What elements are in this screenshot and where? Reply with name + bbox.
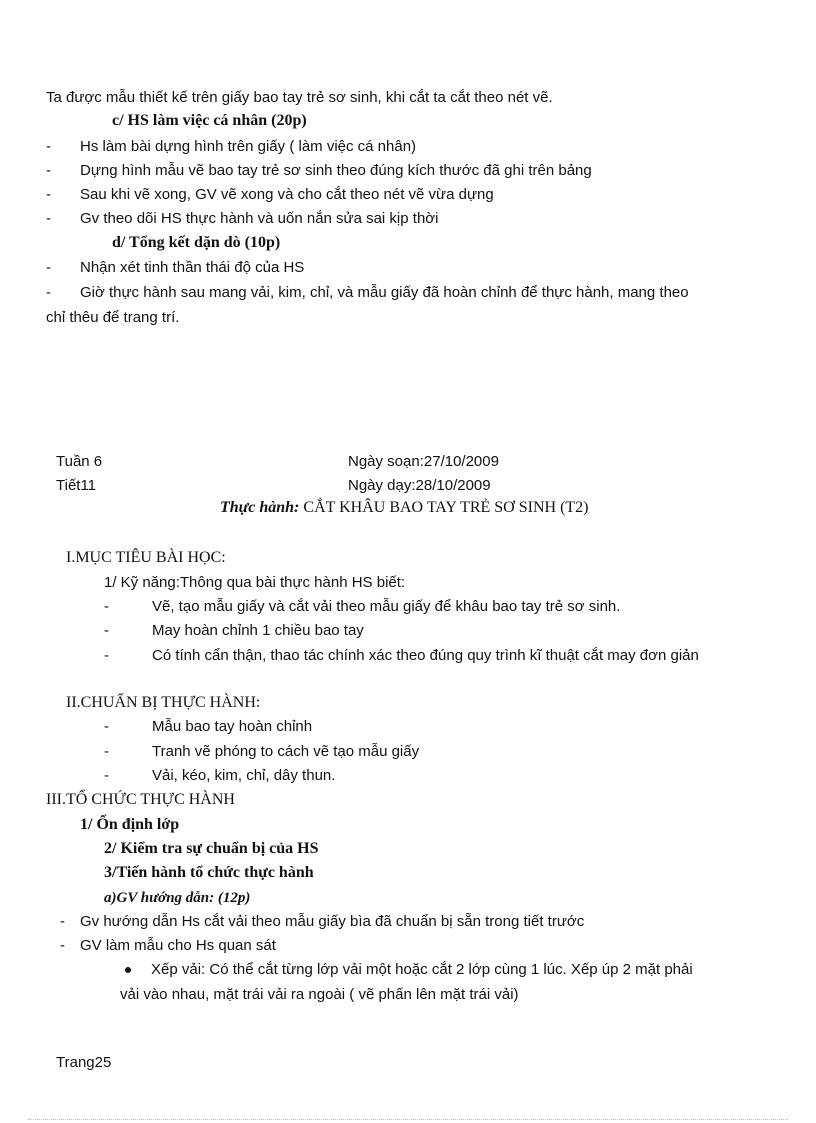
list-item: Mẫu bao tay hoàn chỉnh [152, 718, 313, 735]
sub-heading-a: a)GV hướng dẫn: (12p) [104, 890, 251, 906]
list-item: Vải, kéo, kim, chỉ, dây thun. [152, 767, 336, 784]
part2-heading: II.CHUẨN BỊ THỰC HÀNH: [66, 694, 261, 711]
dash-marker: - [104, 743, 109, 760]
list-item: Dựng hình mẫu vẽ bao tay trẻ sơ sinh theo đúng kích thước đã ghi trên bảng [80, 162, 592, 179]
intro-text: Ta được mẫu thiết kế trên giấy bao tay trẻ sơ sinh, khi cắt ta cắt theo nét vẽ. [46, 89, 553, 106]
teach-date: Ngày dạy:28/10/2009 [348, 477, 491, 494]
dash-marker: - [104, 718, 109, 735]
page-number: Trang25 [56, 1054, 112, 1071]
dash-marker: - [46, 162, 51, 179]
step-3: 3/Tiến hành tổ chức thực hành [104, 864, 314, 881]
dash-marker: - [46, 186, 51, 203]
dash-marker: - [60, 913, 65, 930]
part1-heading: I.MỤC TIÊU BÀI HỌC: [66, 549, 226, 566]
dash-marker: - [46, 210, 51, 227]
week-label: Tuần 6 [56, 453, 103, 470]
list-item: Giờ thực hành sau mang vải, kim, chỉ, và mẫu giấy đã hoàn chỉnh để thực hành, mang theo [80, 284, 689, 301]
footer-divider [28, 1119, 788, 1120]
list-item: Hs làm bài dựng hình trên giấy ( làm việc cá nhân) [80, 138, 417, 155]
title-main: CẮT KHÂU BAO TAY TRẺ SƠ SINH (T2) [299, 499, 589, 516]
list-item: Nhận xét tinh thần thái độ của HS [80, 259, 305, 276]
step-2: 2/ Kiểm tra sự chuẩn bị của HS [104, 840, 319, 857]
dash-marker: - [46, 259, 51, 276]
part3-heading: III.TỔ CHỨC THỰC HÀNH [46, 791, 235, 808]
dash-marker: - [46, 284, 51, 301]
dash-marker: - [46, 138, 51, 155]
section-c-heading: c/ HS làm việc cá nhân (20p) [112, 112, 307, 129]
dash-marker: - [104, 598, 109, 615]
section-d-heading: d/ Tổng kết dặn dò (10p) [112, 234, 281, 251]
list-item-continuation: vải vào nhau, mặt trái vải ra ngoài ( vẽ phấn lên mặt trái vải) [120, 986, 519, 1003]
dash-marker: - [60, 937, 65, 954]
page-title [220, 499, 589, 517]
dash-marker: - [104, 647, 109, 664]
list-item: May hoàn chỉnh 1 chiều bao tay [152, 622, 364, 639]
title-prefix: Thực hành: [220, 499, 300, 516]
list-item: Sau khi vẽ xong, GV vẽ xong và cho cắt theo nét vẽ vừa dựng [80, 186, 494, 203]
list-item: GV làm mẫu cho Hs quan sát [80, 937, 276, 954]
list-item: Vẽ, tạo mẫu giấy và cắt vải theo mẫu giấy để khâu bao tay trẻ sơ sinh. [152, 598, 621, 615]
list-item: Gv hướng dẫn Hs cắt vải theo mẫu giấy bìa đã chuẩn bị sẵn trong tiết trước [80, 913, 585, 930]
part1-sub: 1/ Kỹ năng:Thông qua bài thực hành HS biết: [104, 574, 406, 591]
lesson-label: Tiết11 [56, 477, 97, 494]
list-item-continuation: chỉ thêu để trang trí. [46, 309, 180, 326]
dash-marker: - [104, 767, 109, 784]
list-item: Tranh vẽ phóng to cách vẽ tạo mẫu giấy [152, 743, 420, 760]
dash-marker: - [104, 622, 109, 639]
list-item: Gv theo dõi HS thực hành và uốn nắn sửa sai kịp thời [80, 210, 439, 227]
list-item: Có tính cẩn thận, thao tác chính xác theo đúng quy trình kĩ thuật cắt may đơn giản [152, 647, 699, 664]
bullet-dot [125, 967, 131, 973]
prep-date: Ngày soạn:27/10/2009 [348, 453, 499, 470]
step-1: 1/ Ổn định lớp [80, 816, 180, 833]
list-item: Xếp vải: Có thể cắt từng lớp vải một hoặc cắt 2 lớp cùng 1 lúc. Xếp úp 2 mặt phải [151, 961, 693, 978]
